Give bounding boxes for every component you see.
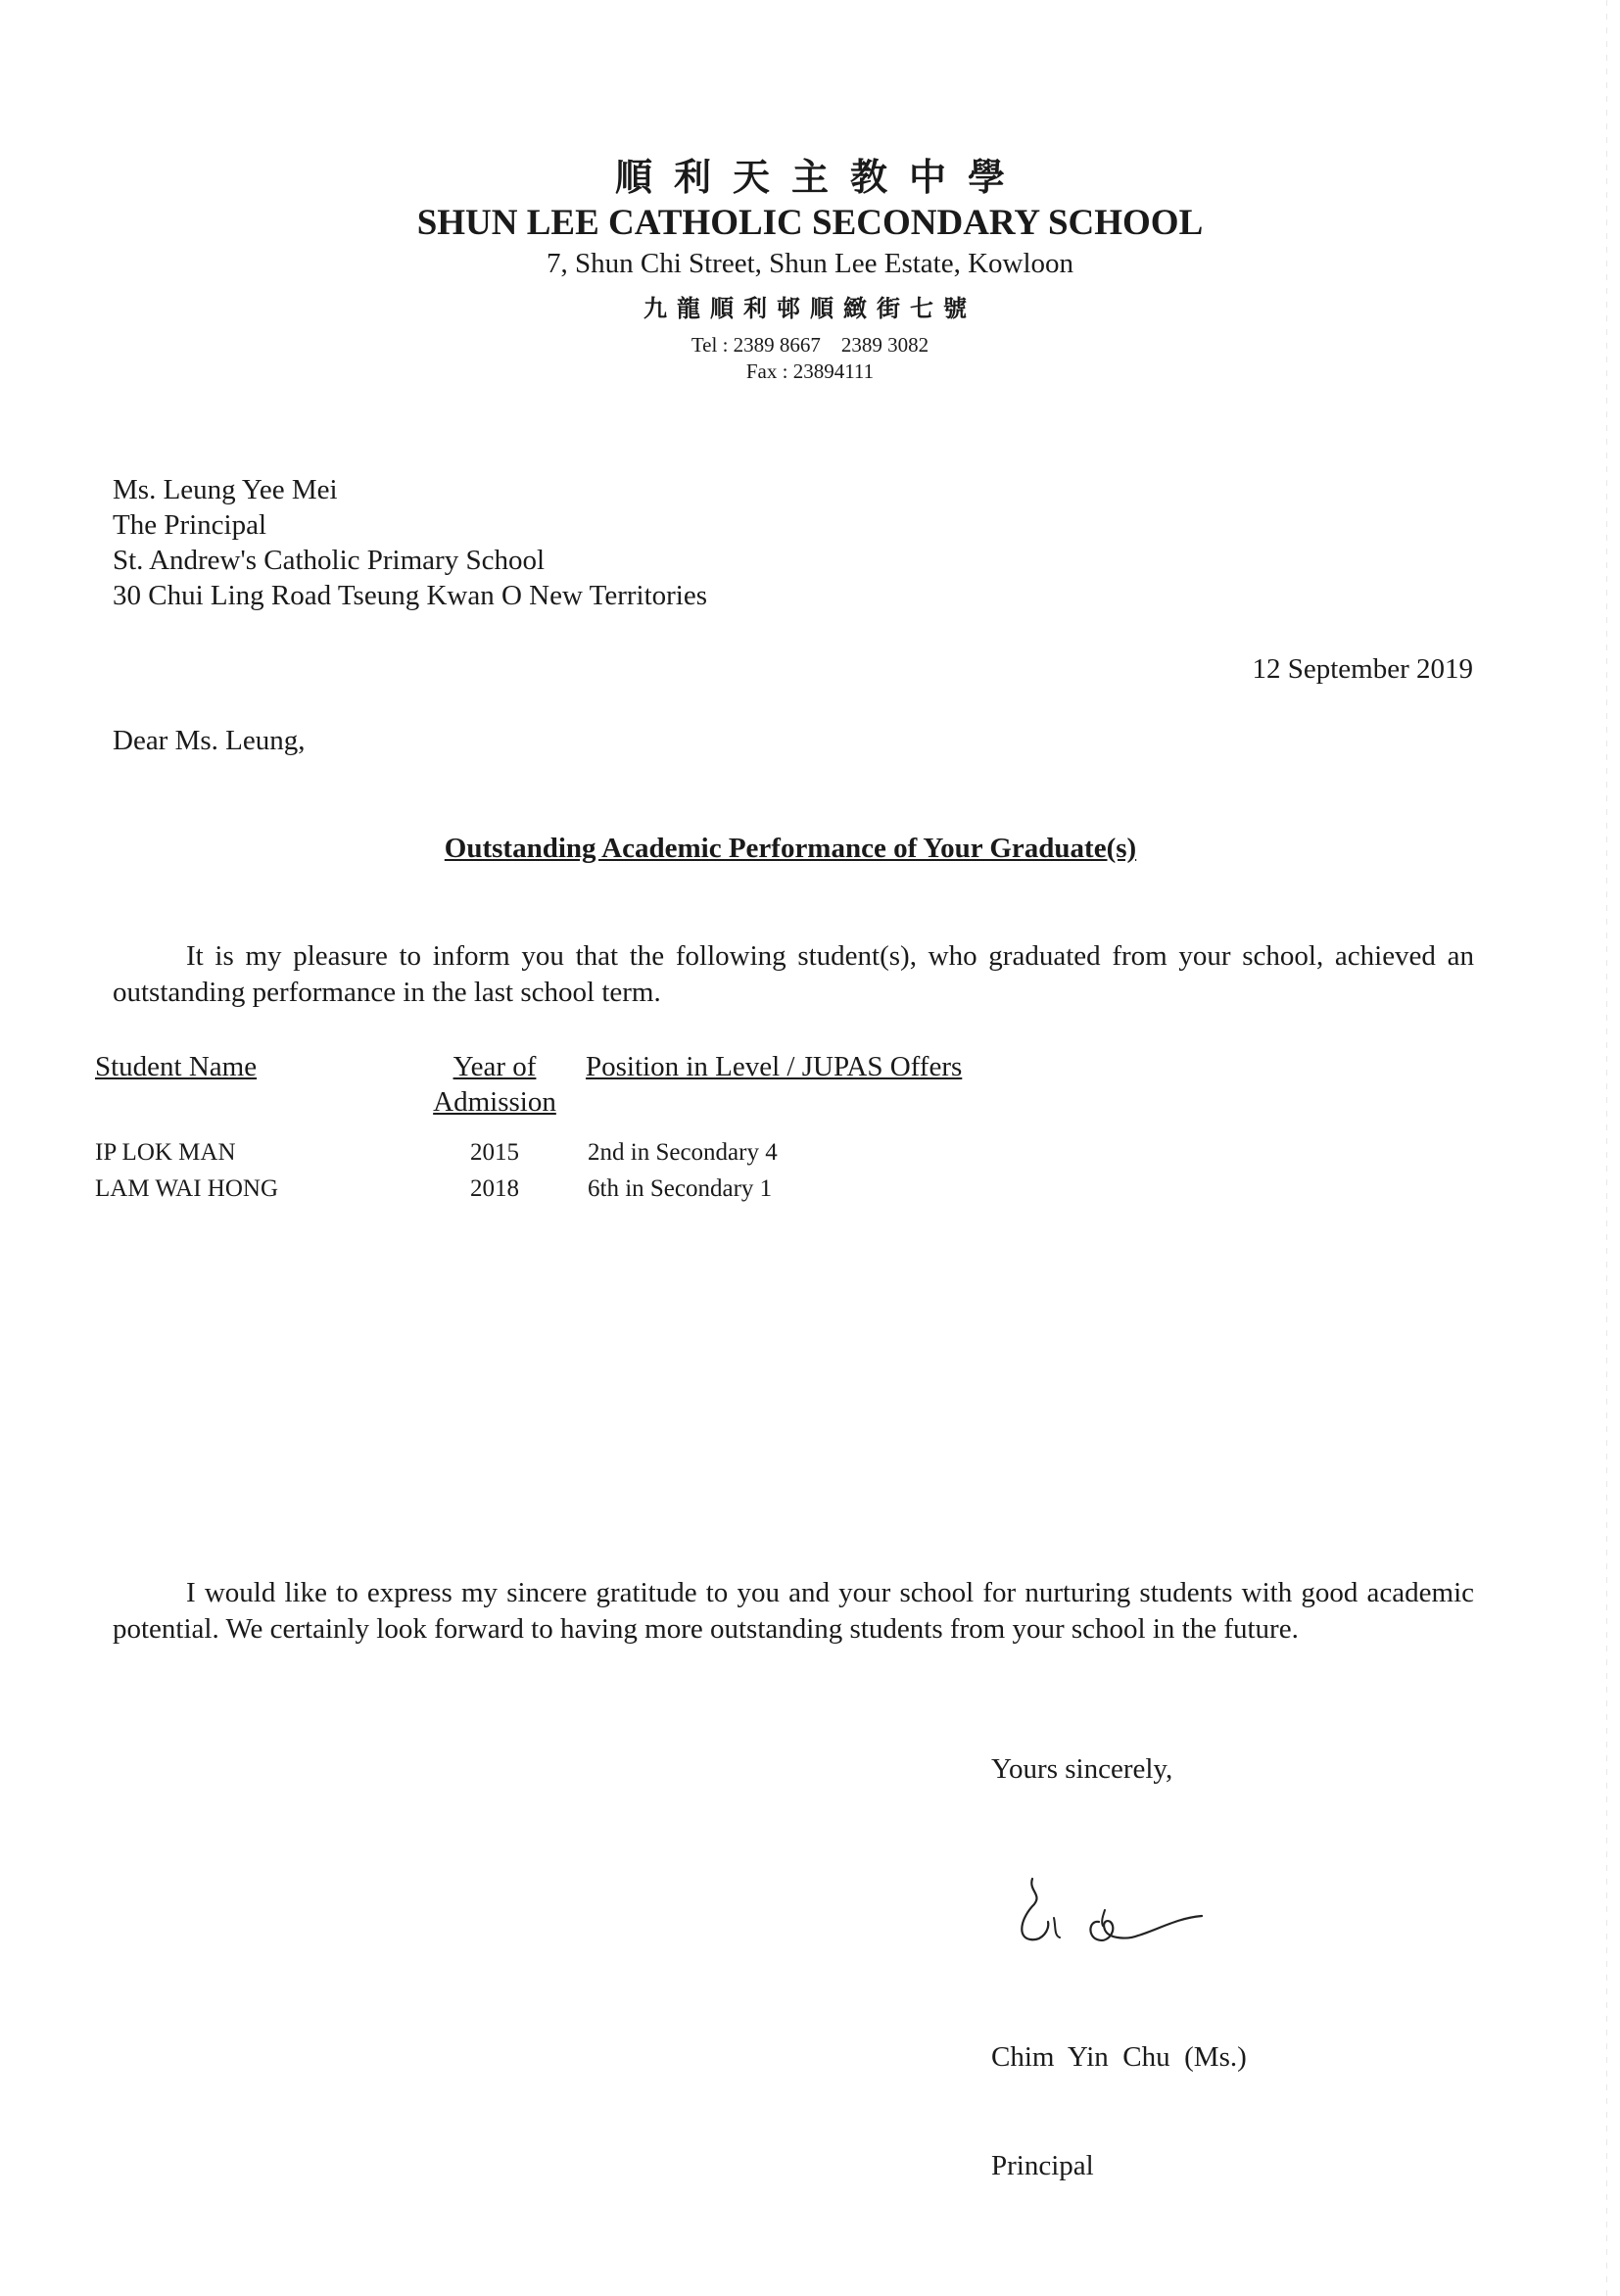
table-header-year-line1: Year of: [453, 1051, 537, 1082]
school-telephone: Tel : 2389 8667 2389 3082: [691, 333, 929, 357]
table-row-1-year: 2015: [470, 1139, 519, 1166]
recipient-school: St. Andrew's Catholic Primary School: [113, 545, 546, 576]
table-header-year-of-admission: [421, 1049, 568, 1120]
school-address-english: 7, Shun Chi Street, Shun Lee Estate, Kowloon: [546, 248, 1074, 279]
school-fax: Fax : 23894111: [745, 359, 875, 383]
table-header-position: Position in Level / JUPAS Offers: [586, 1051, 963, 1082]
signer-name: Chim Yin Chu (Ms.): [991, 2041, 1247, 2073]
signer-block: [991, 1967, 1247, 2221]
recipient-name: Ms. Leung Yee Mei: [113, 474, 338, 505]
handwritten-signature: [991, 1861, 1285, 1959]
recipient-title: The Principal: [113, 509, 267, 541]
table-row-1-student-name: IP LOK MAN: [95, 1139, 236, 1166]
table-row-2-student-name: LAM WAI HONG: [95, 1175, 279, 1202]
table-row-2-year: 2018: [470, 1175, 519, 1202]
intro-paragraph: It is my pleasure to inform you that the following student(s), who graduated from your school, achieved an outstanding performance in the last school term.: [113, 940, 1474, 1008]
letter-date: 12 September 2019: [1252, 653, 1473, 685]
gratitude-paragraph: I would like to express my sincere gratitude to you and your school for nurturing students with good academic potential. We certainly look forward to having more outstanding students from your school in the future.: [113, 1577, 1474, 1645]
salutation: Dear Ms. Leung,: [113, 725, 306, 756]
table-row-2-position: 6th in Secondary 1: [588, 1175, 773, 1202]
sign-off: Yours sincerely,: [991, 1753, 1173, 1785]
scan-edge-artifact: [1606, 0, 1607, 2296]
table-row-1-position: 2nd in Secondary 4: [588, 1139, 778, 1166]
table-header-year-line2: Admission: [433, 1086, 556, 1118]
signer-title: Principal: [991, 2150, 1094, 2181]
letter-subject: Outstanding Academic Performance of Your Graduate(s): [444, 833, 1137, 864]
table-header-student-name: Student Name: [95, 1051, 258, 1082]
recipient-address-block: [113, 472, 707, 613]
recipient-address: 30 Chui Ling Road Tseung Kwan O New Territories: [113, 580, 708, 611]
school-address-chinese: 九龍順利邨順緻街七號: [643, 294, 977, 322]
school-name-chinese: 順利天主教中學: [614, 155, 1026, 199]
school-name-english: SHUN LEE CATHOLIC SECONDARY SCHOOL: [416, 203, 1204, 243]
